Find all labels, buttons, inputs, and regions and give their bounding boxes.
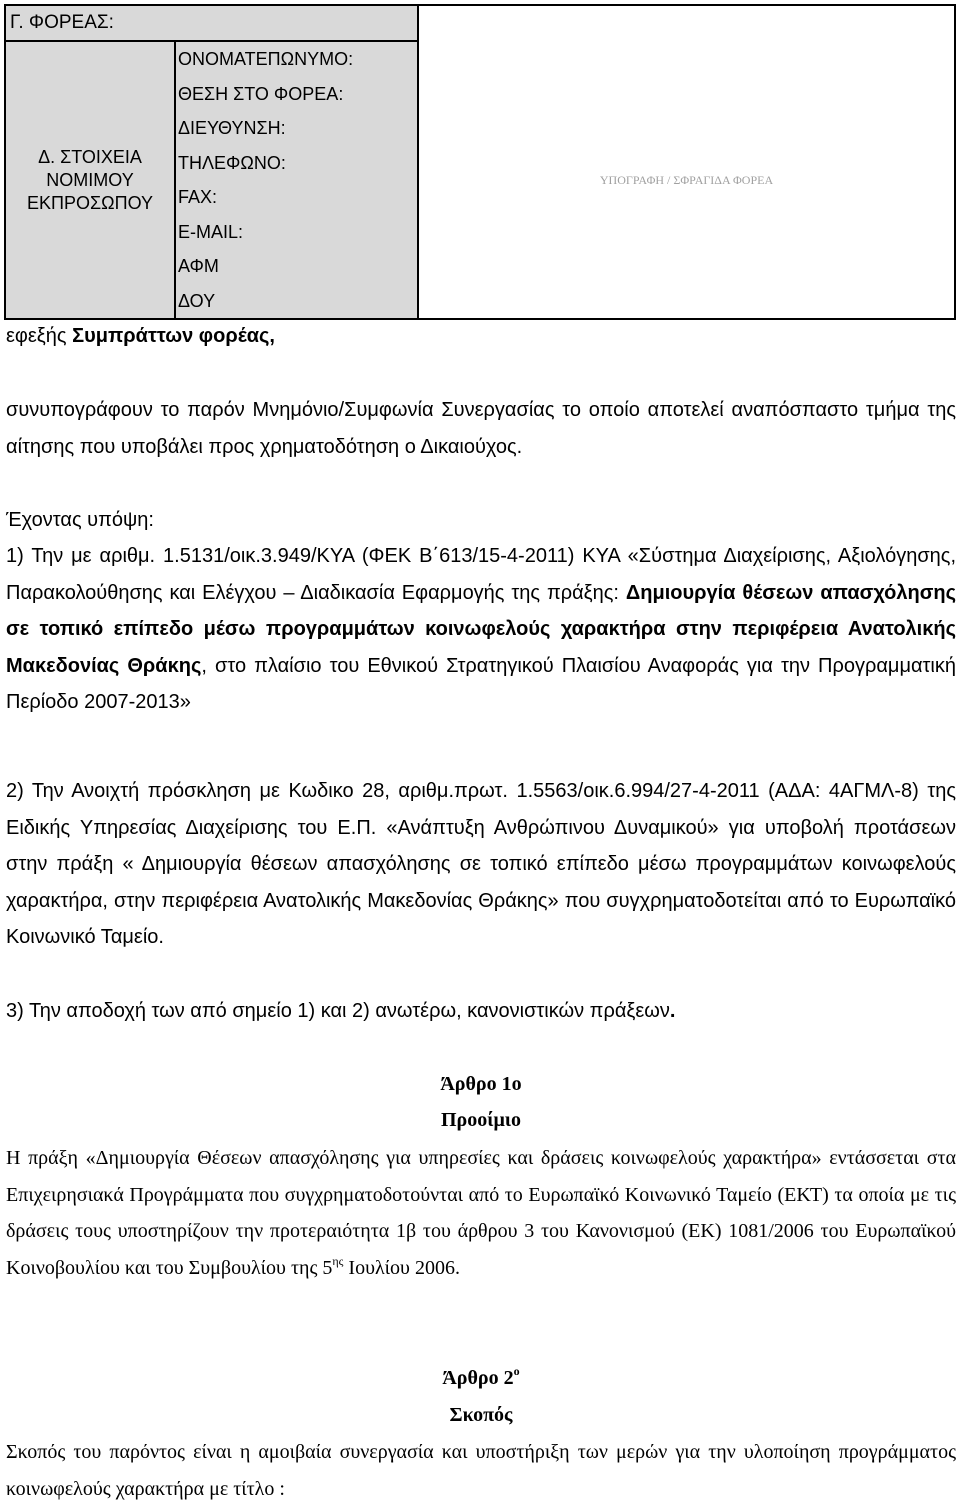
article-2-text: Σκοπός του παρόντος είναι η αμοιβαία συνεργασία και υποστήριξη των μερών για την υλοποίηση προγράμματος κοινωφελούς χαρακτήρα με τίτλο : bbox=[6, 1441, 956, 1500]
label-line: ΕΚΠΡΟΣΩΠΟΥ bbox=[26, 192, 154, 213]
signature-stamp-box[interactable] bbox=[418, 5, 955, 319]
field-fax[interactable]: FAX: bbox=[178, 187, 218, 207]
considering-item-2: 2) Την Ανοιχτή πρόσκληση με Κωδικο 28, αριθμ.πρωτ. 1.5563/οικ.6.994/27-4-2011 (ΑΔΑ: 4ΑΓΜΛ-8) της Ειδικής Υπηρεσίας Διαχείρισης του Ε.Π. «Ανάπτυξη Ανθρώπινου Δυναμικού» για υποβολή προτάσεων στην πράξη « Δημιουργία θέσεων απασχόλησης σε τοπικό επίπεδο μέσω προγραμμάτων κοινωφελούς χαρακτήρα, στην περιφέρεια Ανατολικής Μακεδονίας Θράκης» που συγχρηματοδοτείται από το Ευρωπαϊκό Κοινωνικό Ταμείο. bbox=[6, 780, 956, 948]
considering-item-3: 3) Την αποδοχή των από σημείο 1) και 2) ανωτέρω, κανονιστικών πράξεων. bbox=[6, 1000, 676, 1022]
partner-label: Συμπράττων φορέας, bbox=[72, 325, 275, 347]
action-title-bold: Δημιουργία θέσεων απασχόλησης σε τοπικό επίπεδο μέσω προγραμμάτων κοινωφελούς χαρακτήρα στην περιφέρεια Ανατολικής Μακεδονίας Θράκης bbox=[6, 581, 956, 677]
article-2-number: Άρθρο $2^o$ bbox=[442, 1364, 520, 1389]
article-1-number: Άρθρο 1ο bbox=[440, 1073, 522, 1095]
form-header-foreas: Γ. ΦΟΡΕΑΣ: bbox=[5, 5, 418, 41]
considering-item-1: 1) Την με αριθμ. 1.5131/οικ.3.949/ΚΥΑ (ΦΕΚ Β΄613/15-4-2011) ΚΥΑ «Σύστημα Διαχείρισης, Αξιολόγησης, Παρακολούθησης και Ελέγχου – Διαδικασία Εφαρμογής της πράξης: Δημιουργία θέσεων απασχόλησης σε τοπικό επίπεδο μέσω προγραμμάτων κοινωφελούς χαρακτήρα στην περιφέρεια Ανατολικής Μακεδονίας Θράκης, στο πλαίσιο του Εθνικού Στρατηγικού Πλαισίου Αναφοράς για την Προγραμματική Περίοδο 2007-2013» bbox=[6, 545, 956, 713]
cosign-paragraph: συνυπογράφουν το παρόν Μνημόνιο/Συμφωνία Συνεργασίας το οποίο αποτελεί αναπόσπαστο τμήμα της αίτησης που υποβάλει προς χρηματοδότηση ο Δικαιούχος. bbox=[6, 399, 956, 458]
legal-representative-label bbox=[5, 41, 175, 319]
representative-form-table bbox=[4, 4, 956, 320]
field-doy[interactable]: ΔΟΥ bbox=[178, 290, 216, 311]
signature-label: ΥΠΟΓΡΑΦΗ / ΣΦΡΑΓΙΔΑ ΦΟΡΕΑ bbox=[599, 173, 774, 187]
label-line: Δ. ΣΤΟΙΧΕΙΑ bbox=[38, 146, 142, 167]
article-2-title: Σκοπός bbox=[449, 1404, 513, 1426]
field-email[interactable]: E-MAIL: bbox=[178, 221, 244, 242]
label-line: ΝΟΜΙΜΟΥ bbox=[46, 169, 134, 190]
field-position[interactable]: ΘΕΣΗ ΣΤΟ ΦΟΡΕΑ: bbox=[178, 83, 344, 104]
article-1-text: Η πράξη «Δημιουργία Θέσεων απασχόλησης για υπηρεσίες και δράσεις κοινωφελούς χαρακτήρα» εντάσσεται στα Επιχειρησιακά Προγράμματα που συγχρηματοδοτούνται από το Ευρωπαϊκό Κοινωνικό Ταμείο (ΕΚΤ) τα οποία με τις δράσεις τους υποστηρίζουν την προτεραιότητα 1β του άρθρου 3 του Κανονισμού (ΕΚ) 1081/2006 του Ευρωπαϊκού Κοινοβουλίου και του Συμβουλίου της $5^{\eta\varsigma}$ Ιουλίου 2006. bbox=[6, 1147, 956, 1279]
partner-line: εφεξής Συμπράττων φορέας, bbox=[6, 325, 275, 347]
field-afm[interactable]: ΑΦΜ bbox=[178, 256, 219, 276]
field-phone[interactable]: ΤΗΛΕΦΩΝΟ: bbox=[178, 152, 286, 173]
article-1-title: Προοίμιο bbox=[441, 1109, 521, 1131]
field-fullname[interactable]: ΟΝΟΜΑΤΕΠΩΝΥΜΟ: bbox=[178, 49, 354, 69]
considering-heading: Έχοντας υπόψη: bbox=[6, 509, 154, 531]
representative-fields bbox=[175, 41, 418, 319]
field-address[interactable]: ΔΙΕΥΘΥΝΣΗ: bbox=[178, 118, 286, 138]
